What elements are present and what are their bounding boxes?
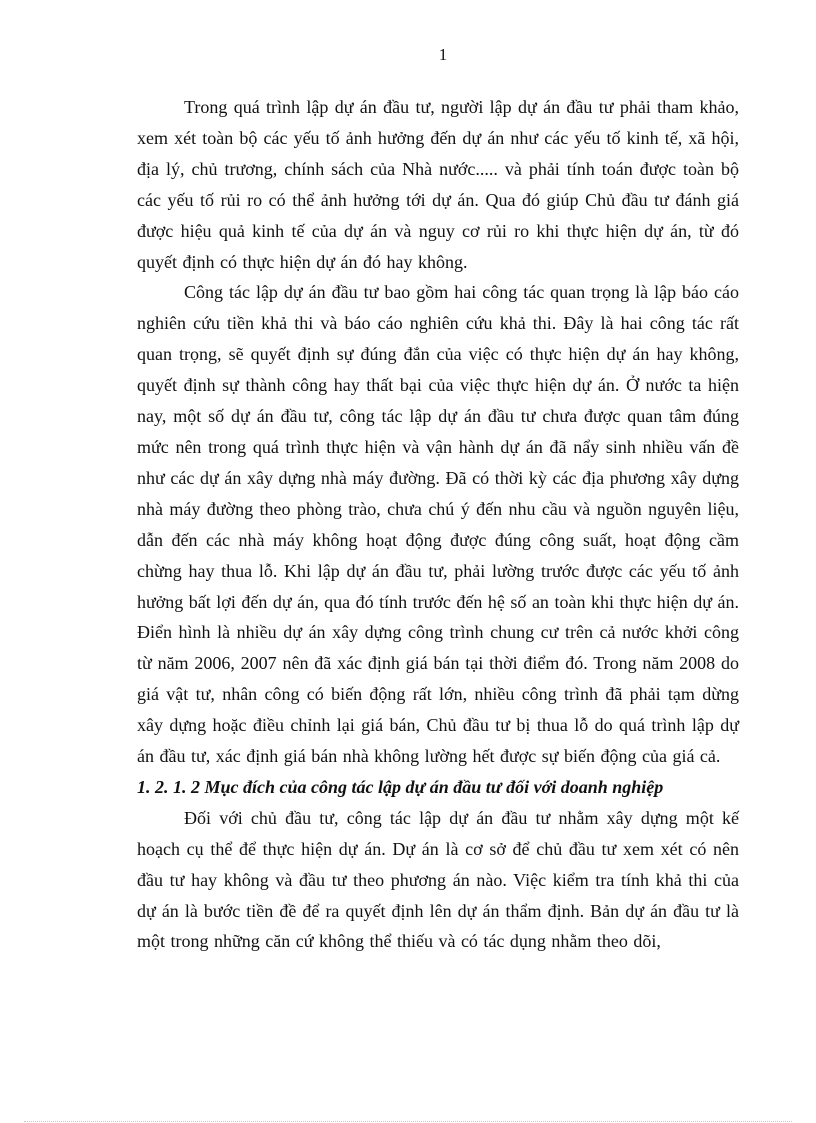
page-number: 1 [438,45,448,64]
paragraph: Đối với chủ đầu tư, công tác lập dự án đầu tư nhằm xây dựng một kế hoạch cụ thể để thực hiện dự án. Dự án là cơ sở để chủ đầu tư xem xét có nên đầu tư hay không và đầu tư theo phương án nào. Việc kiểm tra tính khả thi của dự án là bước tiền đề để ra quyết định lên dự án thẩm định. Bản dự án đầu tư là một trong những căn cứ không thể thiếu và có tác dụng nhằm theo dõi, [137,807,739,952]
paragraph: Công tác lập dự án đầu tư bao gồm hai công tác quan trọng là lập báo cáo nghiên cứu tiền khả thi và báo cáo nghiên cứu khả thi. Đây là hai công tác rất quan trọng, sẽ quyết định sự đúng đắn của việc có thực hiện dự án hay không, quyết định sự thành công hay thất bại của việc thực hiện dự án. Ở nước ta hiện nay, một số dự án đầu tư, công tác lập dự án đầu tư chưa được quan tâm đúng mức nên trong quá trình thực hiện và vận hành dự án đã nẩy sinh nhiều vấn đề như các dự án xây dựng nhà máy đường. Đã có thời kỳ các địa phương xây dựng nhà máy đường theo phòng trào, chưa chú ý đến nhu cầu và nguồn nguyên liệu, dẫn đến các nhà máy không hoạt động được đúng công suất, hoạt động cầm chừng hay thua lỗ. Khi lập dự án đầu tư, phải lường trước được các yếu tố ảnh hưởng bất lợi đến dự án, qua đó tính trước đến hệ số an toàn khi thực hiện dự án. Điển hình là nhiều dự án xây dựng công trình chung cư trên cả nước khởi công từ năm 2006, 2007 nên đã xác định giá bán tại thời điểm đó. Trong năm 2008 do giá vật tư, nhân công có biến động rất lớn, nhiều công trình đã phải tạm dừng xây dựng hoặc điều chỉnh lại giá bán, Chủ đầu tư bị thua lỗ do quá trình lập dự án đầu tư, xác định giá bán nhà không lường hết được sự biến động của giá cả. [137,282,739,767]
paragraph: Trong quá trình lập dự án đầu tư, người lập dự án đầu tư phải tham khảo, xem xét toàn bộ các yếu tố ảnh hưởng đến dự án như các yếu tố kinh tế, xã hội, địa lý, chủ trương, chính sách của Nhà nước..... và phải tính toán được toàn bộ các yếu tố rủi ro có thể ảnh hưởng tới dự án. Qua đó giúp Chủ đầu tư đánh giá được hiệu quả kinh tế của dự án và nguy cơ rủi ro khi thực hiện dự án, từ đó quyết định có thực hiện dự án đó hay không. [137,97,739,272]
section-heading: 1. 2. 1. 2 Mục đích của công tác lập dự án đầu tư đối với doanh nghiệp [137,776,664,797]
document-body [137,92,739,957]
page-bottom-divider [24,1121,792,1122]
